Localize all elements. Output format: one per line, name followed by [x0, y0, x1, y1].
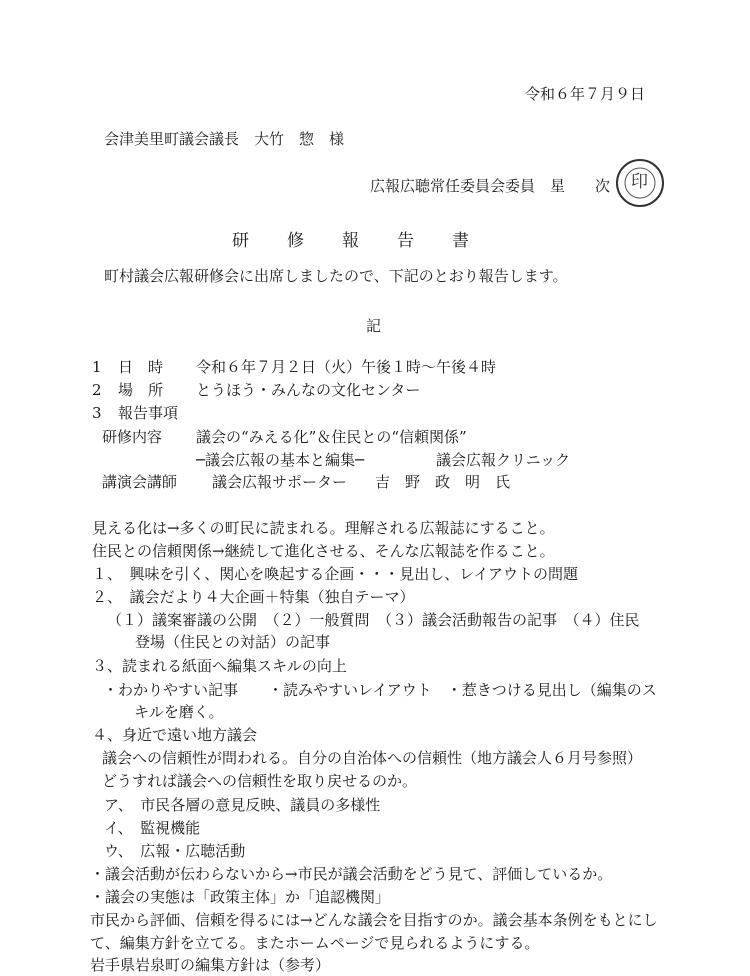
- body-line: ・議会の実態は「政策主体」か「追認機関」: [90, 888, 391, 906]
- item-3-number: 3: [92, 404, 102, 422]
- koshi-label: 講演会講師: [102, 473, 178, 491]
- title-char: 修: [287, 231, 304, 251]
- document-title: [232, 230, 507, 252]
- body-line: ウ、 広報・広聴活動: [104, 842, 246, 860]
- seal-text: 印: [631, 172, 648, 192]
- body-line: ２、 議会だより４大企画＋特集（独自テーマ）: [92, 588, 415, 606]
- intro-text: 町村議会広報研修会に出席しましたので、下記のとおり報告します。: [104, 267, 568, 285]
- body-line: ・わかりやすい記事 ・読みやすいレイアウト ・惹きつける見出し（編集のス: [103, 681, 657, 699]
- body-line: （１）議案審議の公開 （２）一般質問 （３）議会活動報告の記事 （４）住民: [107, 611, 640, 629]
- title-char: 書: [452, 231, 469, 251]
- item-2-value: とうほう・みんなの文化センター: [196, 381, 421, 399]
- kenshu-line-2b: 議会広報クリニック: [436, 451, 571, 469]
- item-2-number: 2: [92, 381, 102, 399]
- report-date: 令和６年７月９日: [525, 85, 646, 103]
- item-1-number: 1: [92, 358, 102, 376]
- body-line: どうすれば議会への信頼性を取り戻せるのか。: [102, 772, 418, 790]
- body-line: ４、身近で遠い地方議会: [92, 726, 258, 744]
- koshi-role: 議会広報サポーター: [212, 473, 348, 491]
- kenshu-line-2a: ─議会広報の基本と編集─: [196, 451, 365, 469]
- ki-heading: 記: [366, 317, 382, 335]
- body-line: キルを磨く。: [134, 703, 224, 721]
- addressee: 会津美里町議会議長 大竹 惣 様: [104, 130, 345, 148]
- item-1-value: 令和６年７月２日（火）午後１時～午後４時: [196, 358, 497, 376]
- body-line: １、 興味を引く、関心を喚起する企画・・・見出し、レイアウトの問題: [92, 565, 579, 583]
- title-char: 告: [397, 231, 414, 251]
- body-line: ３、読まれる紙面へ編集スキルの向上: [92, 657, 347, 675]
- body-line: 議会への信頼性が問われる。自分の自治体への信頼性（地方議会人６月号参照）: [102, 749, 643, 767]
- item-2-label: 場 所: [118, 381, 164, 399]
- body-line: 市民から評価、信頼を得るには→どんな議会を目指すのか。議会基本条例をもとにし: [90, 911, 658, 929]
- item-1-label: 日 時: [118, 358, 164, 376]
- body-line: ア、 市民各層の意見反映、議員の多様性: [104, 796, 381, 814]
- kenshu-label: 研修内容: [102, 428, 163, 446]
- body-line: 見える化は→多くの町民に読まれる。理解される広報誌にすること。: [92, 519, 555, 537]
- body-line: 岩手県岩泉町の編集方針は（参考）: [90, 956, 331, 974]
- body-line: 住民との信頼関係→継続して進化させる、そんな広報誌を作ること。: [92, 542, 555, 560]
- title-char: 研: [232, 231, 249, 251]
- body-line: イ、 監視機能: [104, 819, 201, 837]
- title-char: 報: [342, 231, 359, 251]
- koshi-name: 吉 野 政 明 氏: [375, 473, 511, 491]
- kenshu-line-1: 議会の“みえる化”＆住民との“信頼関係”: [196, 428, 467, 446]
- seal-stamp: [616, 159, 664, 207]
- body-line: ・議会活動が伝わらないから→市民が議会活動をどう見て、評価しているか。: [90, 865, 613, 883]
- sender: 広報広聴常任委員会委員 星 次: [370, 177, 611, 195]
- item-3-label: 報告事項: [118, 404, 179, 422]
- body-line: 登場（住民との対話）の記事: [135, 633, 331, 651]
- body-line: て、編集方針を立てる。またホームページで見られるようにする。: [90, 934, 540, 952]
